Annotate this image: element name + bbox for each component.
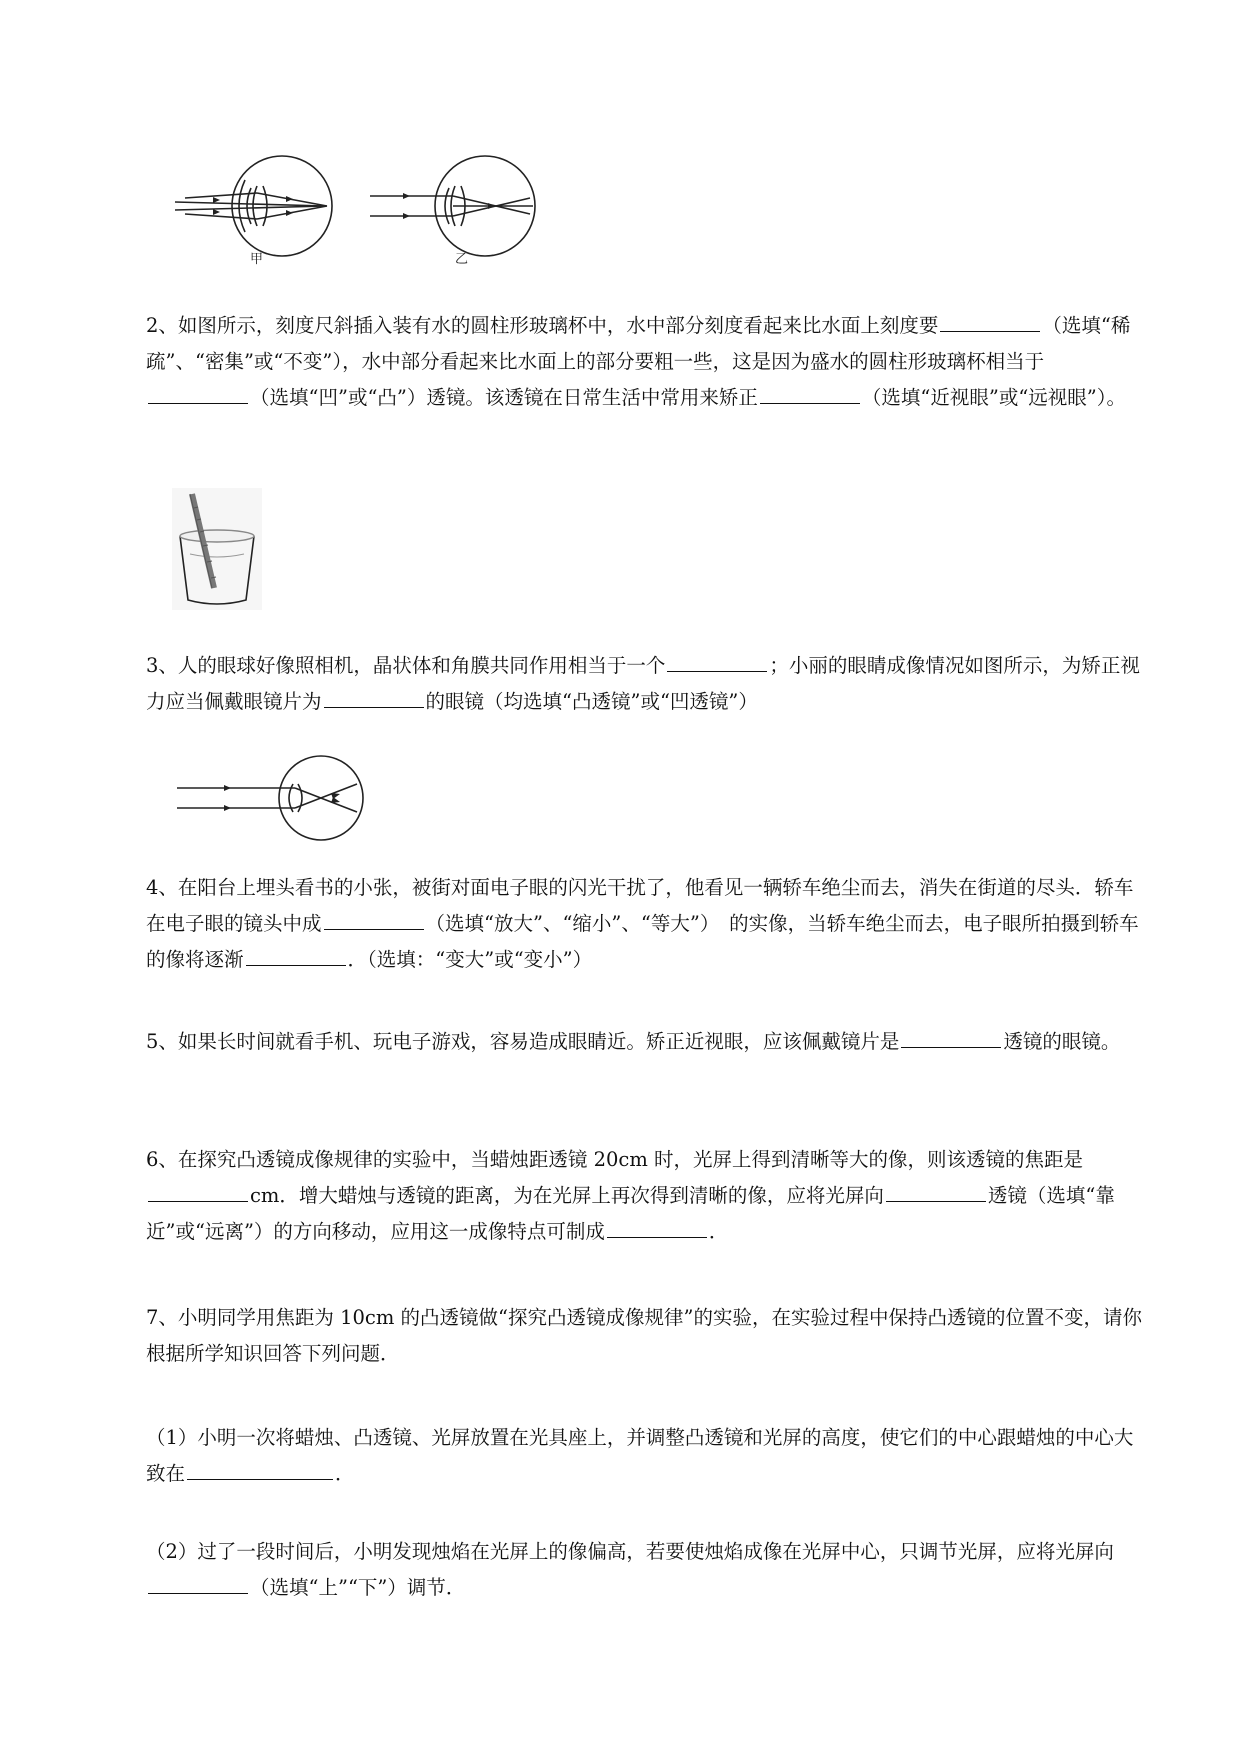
q2-text-2: （选填“稀疏”、“密集”或“不变”），水中部分看起来比水面上的部分要粗一些，这是因为盛水的圆柱形玻璃杯相当于	[146, 314, 1131, 373]
q5-text-2: 透镜的眼镜。	[1003, 1030, 1121, 1053]
figure-label-jia: 甲	[250, 252, 264, 267]
answer-blank	[607, 1217, 707, 1238]
question-7-part-1	[146, 1420, 1146, 1492]
q2-text-4: （选填“近视眼”或“远视眼”）。	[861, 386, 1127, 409]
question-4	[146, 870, 1146, 978]
eye-diagram-jia	[175, 156, 332, 256]
q3-text-2: ；小丽的眼睛成像情况如图所示，为矫正视力应当佩戴眼镜片为	[146, 654, 1140, 713]
answer-blank	[324, 687, 424, 708]
q7-intro-text: 7、小明同学用焦距为 10cm 的凸透镜做“探究凸透镜成像规律”的实验，在实验过程中保持凸透镜的位置不变，请你根据所学知识回答下列问题．	[146, 1306, 1142, 1365]
q2-text-1: 2、如图所示，刻度尺斜插入装有水的圆柱形玻璃杯中，水中部分刻度看起来比水面上刻度要	[146, 314, 939, 337]
eye-diagram-yi	[370, 156, 535, 256]
q5-text-1: 5、如果长时间就看手机、玩电子游戏，容易造成眼睛近。矫正近视眼，应该佩戴镜片是	[146, 1030, 900, 1053]
figure-label-yi: 乙	[455, 252, 469, 267]
question-3	[146, 648, 1146, 720]
question-7-part-2	[146, 1534, 1146, 1606]
q7-s2-text-2: （选填“上”“下”）调节．	[250, 1576, 466, 1599]
q3-text-1: 3、人的眼球好像照相机，晶状体和角膜共同作用相当于一个	[146, 654, 666, 677]
q6-text-4: ．	[708, 1220, 729, 1243]
answer-blank	[324, 909, 424, 930]
answer-blank	[901, 1027, 1001, 1048]
answer-blank	[886, 1181, 986, 1202]
answer-blank	[940, 311, 1040, 332]
q4-text-2: （选填“放大”、“缩小”、“等大”） 的实像，当轿车绝尘而去，电子眼所拍摄到轿车的像将逐渐	[146, 912, 1139, 971]
q2-text-3: （选填“凹”或“凸”）透镜。该透镜在日常生活中常用来矫正	[250, 386, 758, 409]
eye-diagrams-figure	[165, 150, 605, 270]
answer-blank	[760, 383, 860, 404]
q6-text-2: cm．增大蜡烛与透镜的距离，为在光屏上再次得到清晰的像，应将光屏向	[250, 1184, 884, 1207]
question-5	[146, 1024, 1146, 1060]
q3-text-3: 的眼镜（均选填“凸透镜”或“凹透镜”）	[425, 690, 758, 713]
q7-s1-text-1: （1）小明一次将蜡烛、凸透镜、光屏放置在光具座上，并调整凸透镜和光屏的高度，使它们的中心跟蜡烛的中心大致在	[146, 1426, 1134, 1485]
q6-text-1: 6、在探究凸透镜成像规律的实验中，当蜡烛距透镜 20cm 时，光屏上得到清晰等大的像，则该透镜的焦距是	[146, 1148, 1084, 1171]
answer-blank	[148, 383, 248, 404]
ruler-in-glass-figure	[172, 488, 262, 610]
answer-blank	[667, 651, 767, 672]
answer-blank	[148, 1181, 248, 1202]
q7-s2-text-1: （2）过了一段时间后，小明发现烛焰在光屏上的像偏高，若要使烛焰成像在光屏中心，只调节光屏，应将光屏向	[146, 1540, 1114, 1563]
q4-text-3: ．（选填：“变大”或“变小”）	[347, 948, 593, 971]
answer-blank	[148, 1573, 248, 1594]
q6-text-3: 透镜（选填“靠近”或“远离”）的方向移动，应用这一成像特点可制成	[146, 1184, 1115, 1243]
myopic-eye-figure	[175, 752, 375, 844]
q7-s1-text-2: ．	[335, 1462, 355, 1485]
question-6	[146, 1142, 1146, 1250]
answer-blank	[187, 1459, 333, 1480]
question-7-intro	[146, 1300, 1146, 1372]
question-2	[146, 308, 1146, 416]
q4-text-1: 4、在阳台上埋头看书的小张，被街对面电子眼的闪光干扰了，他看见一辆轿车绝尘而去，消失在街道的尽头．轿车在电子眼的镜头中成	[146, 876, 1134, 935]
answer-blank	[246, 945, 346, 966]
